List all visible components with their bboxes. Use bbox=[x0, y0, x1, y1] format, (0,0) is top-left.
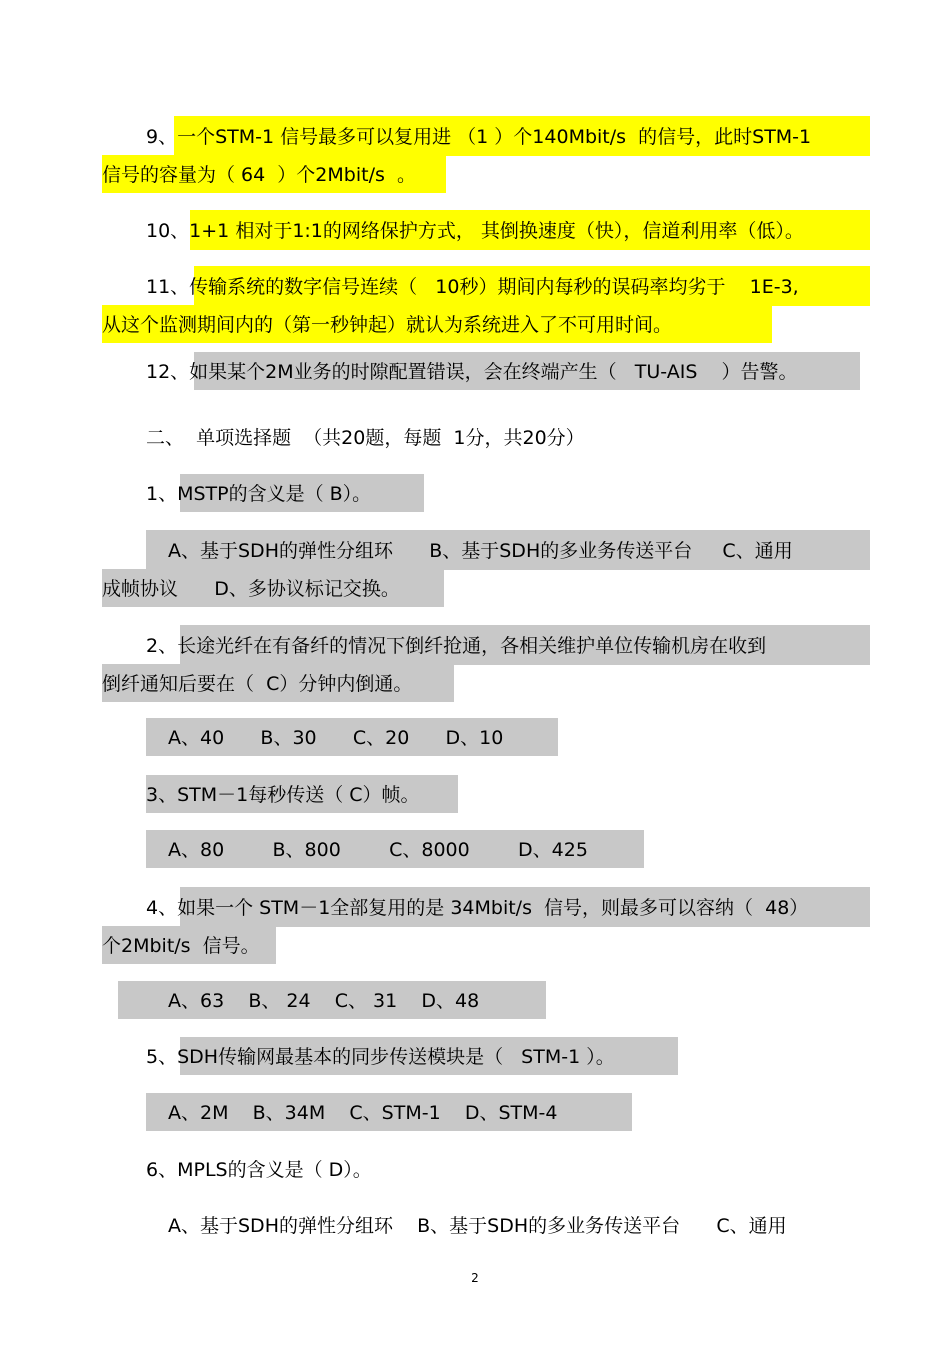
q10-line: 10、1+1 相对于1:1的网络保护方式， 其倒换速度（快），信道利用率（低）。 bbox=[146, 220, 804, 242]
page-number: 2 bbox=[471, 1271, 479, 1285]
s4-question-line1: 4、如果一个 STM－1全部复用的是 34Mbit/s 信号，则最多可以容纳（ 48） bbox=[146, 897, 809, 919]
s1-options-line1: A、基于SDH的弹性分组环 B、基于SDH的多业务传送平台 C、通用 bbox=[168, 540, 793, 562]
q11-line2: 从这个监测期间内的（第一秒钟起）就认为系统进入了不可用时间。 bbox=[102, 314, 673, 336]
s4-options: A、63 B、 24 C、 31 D、48 bbox=[168, 990, 480, 1012]
s4-question-line2: 个2Mbit/s 信号。 bbox=[102, 935, 260, 957]
s6-options-line1: A、基于SDH的弹性分组环 B、基于SDH的多业务传送平台 C、通用 bbox=[168, 1215, 787, 1237]
s6-question: 6、MPLS的含义是（ D）。 bbox=[146, 1159, 372, 1181]
s2-question-line2: 倒纤通知后要在（ C）分钟内倒通。 bbox=[102, 673, 413, 695]
s1-question: 1、MSTP的含义是（ B）。 bbox=[146, 483, 372, 505]
s1-options-line2: 成帧协议 D、多协议标记交换。 bbox=[102, 578, 400, 600]
s2-options: A、40 B、30 C、20 D、10 bbox=[168, 727, 504, 749]
s3-options: A、80 B、800 C、8000 D、425 bbox=[168, 839, 588, 861]
s5-question: 5、SDH传输网最基本的同步传送模块是（ STM-1 ）。 bbox=[146, 1046, 615, 1068]
q9-line2: 信号的容量为（ 64 ）个2Mbit/s 。 bbox=[102, 164, 416, 186]
section-heading: 二、 单项选择题 （共20题，每题 1分，共20分） bbox=[146, 427, 585, 449]
s5-options: A、2M B、34M C、STM-1 D、STM-4 bbox=[168, 1102, 558, 1124]
s2-question-line1: 2、长途光纤在有备纤的情况下倒纤抢通，各相关维护单位传输机房在收到 bbox=[146, 635, 767, 657]
q9-line1: 9、一个STM-1 信号最多可以复用进 （1 ）个140Mbit/s 的信号，此时STM-1 bbox=[146, 126, 812, 148]
q12-line: 12、如果某个2M业务的时隙配置错误，会在终端产生（ TU-AIS ）告警。 bbox=[146, 361, 798, 383]
q11-line1: 11、传输系统的数字信号连续（ 10秒）期间内每秒的误码率均劣于 1E-3, bbox=[146, 276, 799, 298]
s3-question: 3、STM－1每秒传送（ C）帧。 bbox=[146, 784, 420, 806]
